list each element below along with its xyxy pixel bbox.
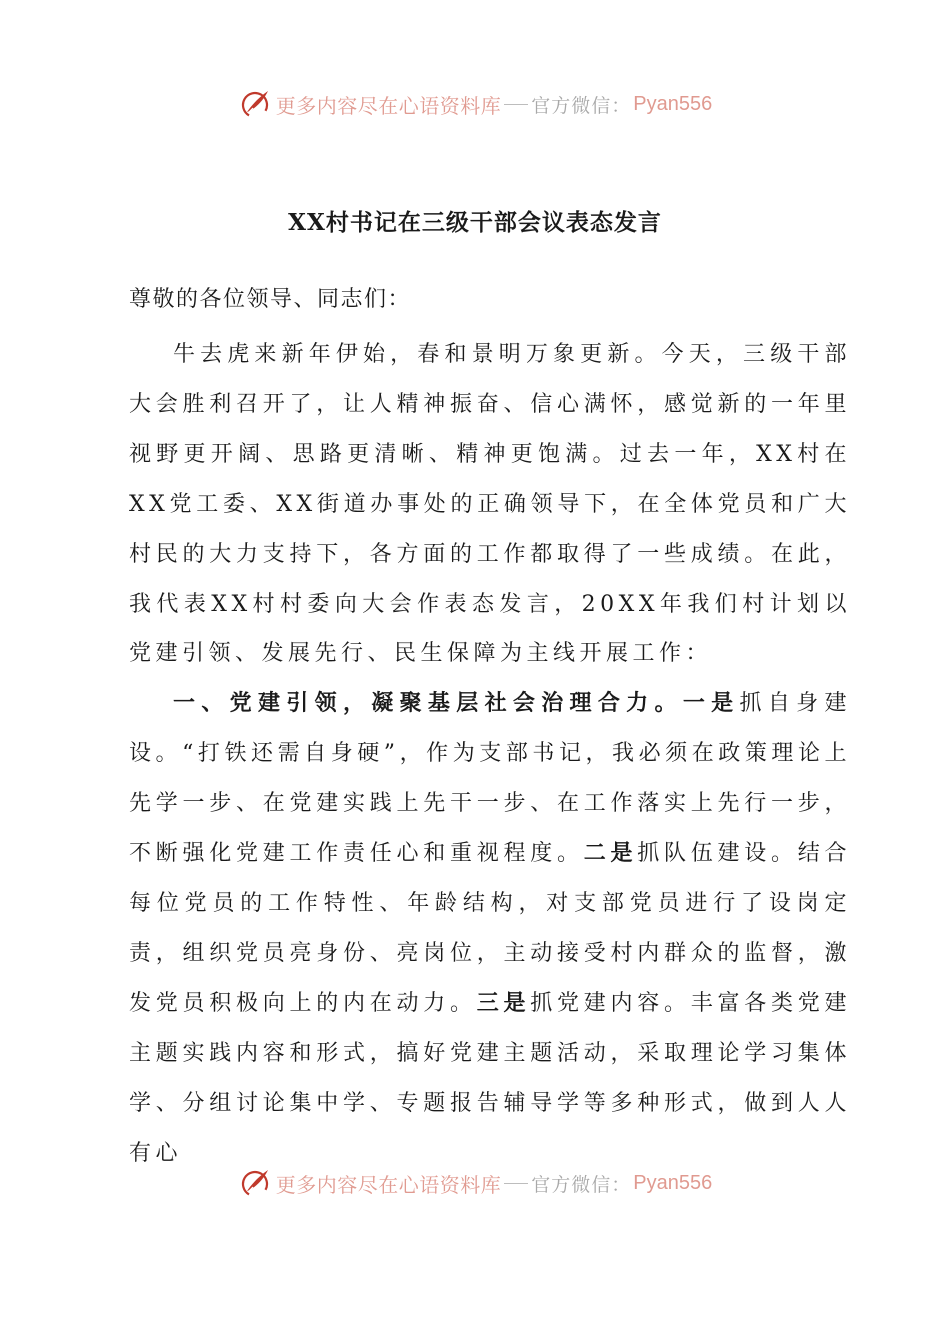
- document-body: [129, 280, 851, 1178]
- banner-dash: [504, 1183, 528, 1184]
- banner-dash: [504, 104, 528, 105]
- document-title: XX村书记在三级干部会议表态发言: [288, 209, 662, 236]
- watermark-banner-bottom: [0, 1163, 950, 1203]
- quill-logo-icon: [238, 1166, 272, 1200]
- item-1-text: 抓自身建设。“打铁还需自身硬”，作为支部书记，我必须在政策理论上先学一步、在党建实践上先干一步、在工作落实上先行一步，不断强化党建工作责任心和重视程度。: [129, 691, 851, 867]
- intro-paragraph: 牛去虎来新年伊始，春和景明万象更新。今天，三级干部大会胜利召开了，让人精神振奋、信心满怀，感觉新的一年里视野更开阔、思路更清晰、精神更饱满。过去一年，XX村在XX党工委、XX街道办事处的正确领导下，在全体党员和广大村民的大力支持下，各方面的工作都取得了一些成绩。在此，我代表XX村村委向大会作表态发言，20XX年我们村计划以党建引领、发展先行、民生保障为主线开展工作：: [129, 342, 851, 667]
- section-1-heading: 一、党建引领，凝聚基层社会治理合力。: [173, 690, 683, 717]
- banner-main-text: 更多内容尽在心语资料库: [275, 93, 502, 118]
- banner-wechat-label: 官方微信：: [531, 94, 632, 117]
- item-2-text: 抓队伍建设。结合每位党员的工作特性、年龄结构，对支部党员进行了设岗定责，组织党员亮身份、亮岗位，主动接受村内群众的监督，激发党员积极向上的内在动力。: [129, 841, 851, 1016]
- item-2-label: 二是: [583, 840, 638, 867]
- section-1-paragraph: [129, 679, 851, 1178]
- item-3-text: 抓党建内容。丰富各类党建主题实践内容和形式，搞好党建主题活动，采取理论学习集体学、分组讨论集中学、专题报告辅导学等多种形式，做到人人有心: [129, 990, 851, 1166]
- salutation: 尊敬的各位领导、同志们：: [129, 287, 412, 312]
- item-3-label: 三是: [476, 989, 531, 1016]
- watermark-banner-top: [0, 84, 950, 124]
- quill-logo-icon: [238, 87, 272, 121]
- banner-main-text: 更多内容尽在心语资料库: [275, 1172, 502, 1197]
- banner-wechat-label: 官方微信：: [531, 1173, 632, 1196]
- item-1-label: 一是: [682, 690, 740, 717]
- banner-wechat-id: Pyan556: [633, 92, 713, 115]
- banner-wechat-id: Pyan556: [633, 1171, 713, 1194]
